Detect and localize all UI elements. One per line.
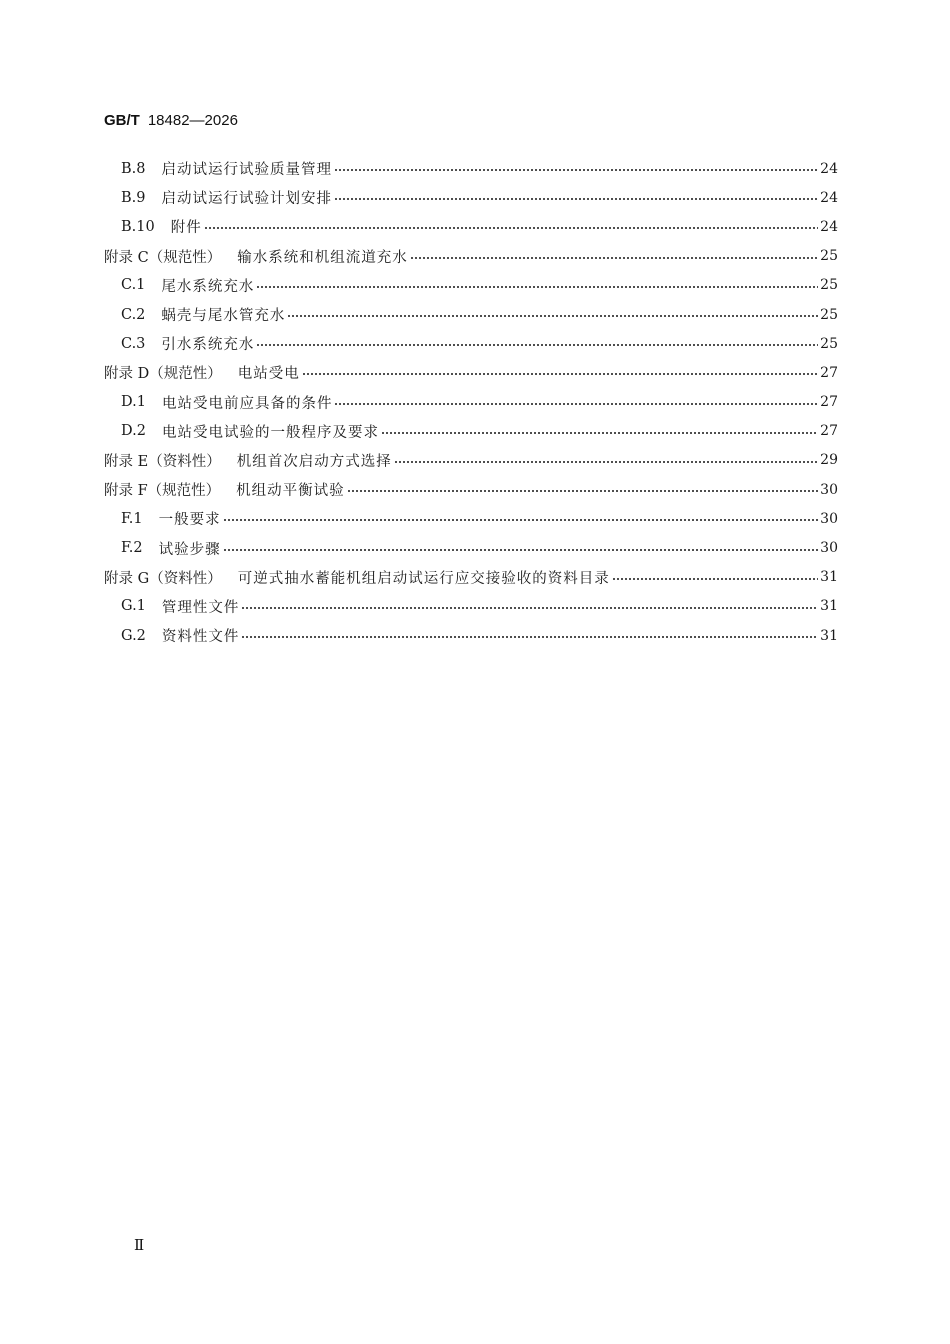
toc-entry-label: 附录 G（资料性） <box>104 570 222 587</box>
toc-entry-annex[interactable] <box>104 358 838 387</box>
toc-dot-leader <box>287 315 818 317</box>
toc-dot-leader <box>334 403 818 405</box>
toc-entry-label: D.2 <box>121 423 146 440</box>
toc-entry-title: 输水系统和机组流道充水 <box>237 249 408 266</box>
toc-entry-label: B.10 <box>121 218 155 235</box>
toc-entry-title: 可逆式抽水蓄能机组启动试运行应交接验收的资料目录 <box>237 570 610 587</box>
toc-dot-leader <box>302 373 818 375</box>
page-header <box>104 112 238 129</box>
toc-dot-leader <box>256 286 818 288</box>
toc-entry-label: 附录 D（规范性） <box>104 366 222 383</box>
toc-entry-section[interactable] <box>104 388 838 417</box>
toc-entry-label: B.8 <box>121 160 146 177</box>
toc-entry-page: 30 <box>820 540 838 557</box>
toc-entry-label: D.1 <box>121 394 146 411</box>
toc-entry-title: 启动试运行试验质量管理 <box>161 162 332 179</box>
toc-entry-title: 管理性文件 <box>161 599 240 616</box>
table-of-contents <box>104 154 838 650</box>
toc-entry-section[interactable] <box>104 621 838 650</box>
toc-entry-title: 蜗壳与尾水管充水 <box>161 308 286 325</box>
toc-dot-leader <box>223 549 819 551</box>
toc-dot-leader <box>241 607 818 609</box>
toc-entry-page: 24 <box>820 189 838 206</box>
toc-entry-title: 引水系统充水 <box>161 337 255 354</box>
toc-entry-label: C.3 <box>121 335 146 352</box>
toc-entry-page: 31 <box>820 627 838 644</box>
toc-dot-leader <box>347 490 819 492</box>
toc-entry-title: 电站受电 <box>237 366 300 383</box>
toc-entry-label: 附录 C（规范性） <box>104 249 222 266</box>
toc-dot-leader <box>241 636 818 638</box>
toc-dot-leader <box>334 169 818 171</box>
page-number: Ⅱ <box>134 1236 145 1254</box>
toc-entry-page: 29 <box>820 452 838 469</box>
toc-dot-leader <box>334 198 818 200</box>
toc-dot-leader <box>612 578 818 580</box>
toc-entry-page: 25 <box>820 306 838 323</box>
toc-entry-annex[interactable] <box>104 563 838 592</box>
toc-entry-section[interactable] <box>104 533 838 562</box>
toc-entry-page: 30 <box>820 481 838 498</box>
toc-entry-page: 24 <box>820 160 838 177</box>
toc-entry-page: 27 <box>820 394 838 411</box>
toc-entry-title: 试验步骤 <box>158 541 221 558</box>
toc-dot-leader <box>394 461 818 463</box>
toc-entry-annex[interactable] <box>104 446 838 475</box>
toc-dot-leader <box>204 227 818 229</box>
toc-entry-section[interactable] <box>104 154 838 183</box>
toc-entry-page: 31 <box>820 569 838 586</box>
toc-entry-title: 附件 <box>170 220 202 237</box>
toc-entry-title: 一般要求 <box>158 512 221 529</box>
standard-code: GB/T <box>104 112 140 129</box>
toc-entry-section[interactable] <box>104 300 838 329</box>
toc-entry-title: 电站受电前应具备的条件 <box>161 395 333 412</box>
toc-entry-title: 资料性文件 <box>161 629 240 646</box>
toc-entry-title: 尾水系统充水 <box>161 278 255 295</box>
toc-entry-label: C.2 <box>121 306 146 323</box>
toc-entry-section[interactable] <box>104 183 838 212</box>
toc-entry-page: 27 <box>820 364 838 381</box>
toc-entry-page: 25 <box>820 335 838 352</box>
toc-entry-section[interactable] <box>104 592 838 621</box>
toc-dot-leader <box>256 344 818 346</box>
toc-entry-label: 附录 F（规范性） <box>104 483 221 500</box>
toc-entry-page: 25 <box>820 277 838 294</box>
toc-entry-label: G.2 <box>121 627 146 644</box>
toc-entry-annex[interactable] <box>104 242 838 271</box>
toc-entry-label: G.1 <box>121 598 146 615</box>
toc-entry-section[interactable] <box>104 271 838 300</box>
toc-entry-title: 机组动平衡试验 <box>236 483 345 500</box>
toc-dot-leader <box>381 432 818 434</box>
toc-entry-page: 27 <box>820 423 838 440</box>
toc-entry-page: 31 <box>820 598 838 615</box>
toc-entry-page: 24 <box>820 218 838 235</box>
toc-dot-leader <box>410 257 818 259</box>
toc-entry-page: 30 <box>820 510 838 527</box>
toc-entry-section[interactable] <box>104 329 838 358</box>
standard-number: 18482—2026 <box>147 112 238 129</box>
toc-entry-section[interactable] <box>104 417 838 446</box>
toc-entry-title: 机组首次启动方式选择 <box>236 453 392 470</box>
toc-entry-annex[interactable] <box>104 475 838 504</box>
toc-entry-section[interactable] <box>104 212 838 241</box>
toc-entry-page: 25 <box>820 248 838 265</box>
toc-entry-label: C.1 <box>121 277 146 294</box>
toc-entry-section[interactable] <box>104 504 838 533</box>
toc-entry-label: 附录 E（资料性） <box>104 453 221 470</box>
toc-entry-title: 启动试运行试验计划安排 <box>161 191 332 208</box>
toc-entry-title: 电站受电试验的一般程序及要求 <box>161 424 379 441</box>
toc-entry-label: F.2 <box>121 540 143 557</box>
toc-dot-leader <box>223 519 819 521</box>
toc-entry-label: B.9 <box>121 189 146 206</box>
toc-entry-label: F.1 <box>121 510 143 527</box>
